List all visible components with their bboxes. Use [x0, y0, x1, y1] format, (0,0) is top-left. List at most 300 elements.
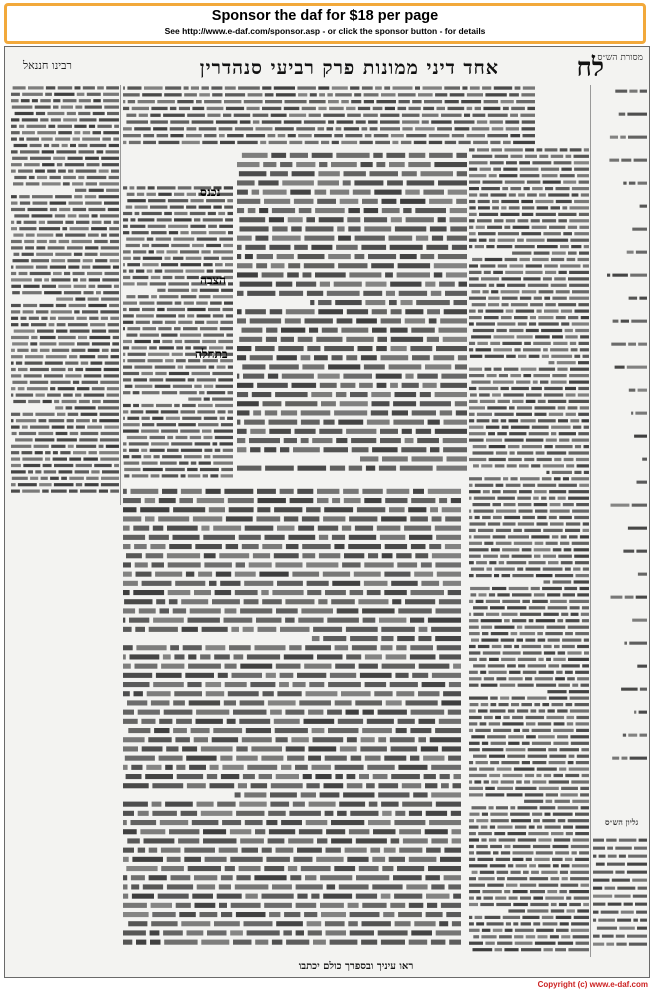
text-word-mark [194, 590, 211, 595]
text-word-mark [350, 590, 364, 595]
text-word-mark [469, 264, 478, 267]
text-word-mark [14, 214, 29, 217]
text-word-mark [124, 462, 140, 465]
text-word-mark [501, 658, 515, 661]
text-word-mark [123, 829, 137, 834]
text-word-mark [469, 232, 476, 235]
text-word-mark [560, 748, 580, 751]
text-word-mark [511, 426, 530, 429]
text-word-mark [420, 392, 431, 397]
text-word-mark [429, 544, 441, 549]
text-word-mark [561, 561, 573, 564]
text-word-mark [360, 141, 373, 144]
text-word-mark [123, 257, 131, 260]
text-word-mark [144, 455, 152, 458]
text-word-mark [138, 295, 149, 298]
text-word-mark [90, 323, 105, 326]
text-word-mark [569, 600, 589, 603]
text-word-mark [83, 131, 91, 134]
text-word-mark [73, 451, 86, 454]
text-word-mark [350, 912, 380, 917]
text-word-mark [444, 420, 468, 425]
text-word-mark [489, 774, 500, 777]
text-word-mark [299, 829, 323, 834]
text-word-mark [374, 691, 392, 696]
text-word-mark [270, 710, 282, 715]
text-word-mark [431, 884, 444, 889]
text-word-mark [113, 221, 119, 224]
text-word-mark [522, 213, 534, 216]
text-word-mark [247, 930, 280, 935]
text-word-mark [98, 285, 112, 288]
text-word-mark [37, 240, 47, 243]
text-word-mark [569, 297, 589, 300]
text-word-mark [502, 722, 523, 725]
text-word-mark [517, 239, 524, 242]
text-word-mark [295, 765, 308, 770]
text-word-mark [373, 153, 382, 158]
text-word-mark [123, 691, 130, 696]
text-word-mark [255, 829, 265, 834]
text-word-mark [443, 447, 467, 452]
text-word-mark [69, 477, 84, 480]
text-word-mark [544, 387, 563, 390]
text-word-mark [288, 838, 313, 843]
text-word-mark [173, 535, 200, 540]
text-word-mark [94, 240, 108, 243]
text-word-mark [551, 877, 560, 880]
text-word-mark [327, 127, 334, 130]
text-word-mark [50, 317, 56, 320]
text-word-mark [123, 930, 146, 935]
text-word-mark [176, 719, 192, 724]
text-word-mark [16, 362, 22, 365]
text-word-mark [376, 346, 387, 351]
text-word-mark [582, 419, 590, 422]
text-word-mark [536, 574, 553, 577]
text-word-mark [186, 756, 216, 761]
text-word-mark [123, 417, 125, 420]
text-word-mark [187, 193, 196, 196]
text-word-mark [371, 392, 391, 397]
text-word-mark [499, 174, 517, 177]
text-word-mark [17, 221, 22, 224]
text-word-mark [265, 466, 294, 471]
text-word-mark [577, 464, 589, 467]
text-word-mark [199, 127, 217, 130]
text-word-mark [30, 368, 49, 371]
text-word-mark [260, 141, 266, 144]
text-word-mark [374, 190, 401, 195]
text-word-mark [614, 895, 630, 898]
text-word-mark [324, 447, 349, 452]
text-word-mark [127, 417, 139, 420]
text-word-mark [263, 190, 287, 195]
text-word-mark [343, 489, 359, 494]
text-word-mark [25, 246, 34, 249]
text-word-mark [148, 225, 166, 228]
text-word-mark [548, 193, 569, 196]
text-word-mark [202, 86, 209, 89]
text-word-mark [393, 420, 424, 425]
text-word-mark [225, 664, 237, 669]
text-word-mark [504, 226, 510, 229]
text-word-mark [270, 171, 288, 176]
text-word-mark [544, 297, 550, 300]
text-word-mark [395, 811, 405, 816]
text-word-mark [157, 302, 173, 305]
text-word-mark [73, 208, 87, 211]
text-word-mark [313, 627, 342, 632]
text-word-mark [156, 238, 172, 241]
text-word-mark [530, 890, 545, 893]
text-word-mark [569, 374, 589, 377]
text-word-mark [181, 811, 198, 816]
text-word-mark [100, 381, 119, 384]
text-word-mark [55, 214, 66, 217]
text-word-mark [50, 176, 61, 179]
text-word-mark [11, 99, 19, 102]
text-word-mark [239, 337, 262, 342]
text-word-mark [326, 930, 347, 935]
text-word-mark [593, 935, 600, 938]
text-word-mark [554, 477, 561, 480]
text-word-mark [427, 309, 440, 314]
text-word-mark [15, 112, 34, 115]
text-word-mark [272, 208, 295, 213]
text-word-mark [582, 606, 589, 609]
text-word-mark [629, 642, 647, 645]
copyright-notice[interactable]: Copyright (c) www.e-daf.com [537, 980, 648, 989]
text-word-mark [436, 930, 461, 935]
text-word-mark [554, 722, 565, 725]
text-word-mark [22, 458, 42, 461]
text-word-mark [25, 355, 43, 358]
text-word-mark [198, 423, 218, 426]
text-word-mark [170, 127, 184, 130]
text-word-mark [210, 783, 235, 788]
text-word-mark [79, 214, 89, 217]
text-word-mark [318, 526, 338, 531]
text-word-mark [74, 125, 86, 128]
text-word-mark [285, 318, 301, 323]
text-word-mark [537, 632, 543, 635]
text-word-mark [469, 793, 483, 796]
text-word-mark [499, 374, 508, 377]
text-word-mark [571, 780, 589, 783]
text-word-mark [103, 93, 119, 96]
text-word-mark [564, 548, 572, 551]
text-word-mark [446, 912, 461, 917]
text-word-mark [569, 903, 581, 906]
text-word-mark [483, 490, 490, 493]
text-word-mark [469, 535, 471, 538]
text-word-mark [439, 654, 461, 659]
text-word-mark [528, 755, 548, 758]
text-word-mark [403, 838, 428, 843]
text-word-mark [159, 295, 178, 298]
text-word-mark [285, 618, 295, 623]
text-word-mark [518, 503, 532, 506]
text-word-mark [387, 489, 410, 494]
text-word-mark [386, 654, 407, 659]
folio-number: לח [576, 53, 604, 83]
text-word-mark [92, 214, 98, 217]
text-word-mark [375, 141, 390, 144]
text-word-mark [340, 383, 355, 388]
text-word-mark [37, 234, 53, 237]
text-word-mark [127, 86, 141, 89]
talmud-page-scan [4, 46, 650, 978]
text-word-mark [64, 291, 81, 294]
text-word-mark [274, 719, 300, 724]
text-word-mark [42, 150, 54, 153]
text-word-mark [514, 348, 520, 351]
text-word-mark [11, 138, 17, 141]
text-word-mark [307, 581, 329, 586]
text-word-mark [533, 897, 543, 900]
text-word-mark [110, 317, 119, 320]
text-word-mark [473, 755, 487, 758]
text-word-mark [256, 127, 273, 130]
text-word-mark [274, 553, 299, 558]
text-word-mark [538, 400, 546, 403]
text-word-mark [56, 432, 68, 435]
text-word-mark [136, 321, 150, 324]
text-word-mark [577, 677, 589, 680]
text-word-mark [580, 787, 589, 790]
text-word-mark [321, 141, 329, 144]
text-word-mark [571, 348, 578, 351]
text-word-mark [131, 218, 136, 221]
text-word-mark [542, 916, 554, 919]
text-word-mark [111, 355, 120, 358]
text-word-mark [201, 940, 229, 945]
text-word-mark [452, 829, 462, 834]
text-word-mark [178, 314, 185, 317]
text-word-mark [123, 366, 132, 369]
text-word-mark [490, 120, 503, 123]
text-word-mark [568, 948, 589, 951]
text-word-mark [537, 245, 558, 248]
text-word-mark [299, 700, 331, 705]
text-word-mark [490, 697, 498, 700]
text-word-mark [11, 221, 14, 224]
text-word-mark [448, 190, 467, 195]
text-word-mark [553, 548, 562, 551]
text-word-mark [277, 254, 294, 259]
text-word-mark [332, 498, 340, 503]
text-word-mark [203, 263, 212, 266]
text-word-mark [452, 245, 467, 250]
text-word-mark [125, 385, 133, 388]
text-word-mark [315, 190, 327, 195]
text-word-mark [640, 205, 647, 208]
text-word-mark [469, 890, 480, 893]
text-word-mark [568, 316, 578, 319]
text-word-mark [342, 526, 351, 531]
text-word-mark [469, 271, 482, 274]
text-word-mark [340, 746, 357, 751]
text-word-mark [103, 291, 119, 294]
text-word-mark [258, 627, 277, 632]
text-word-mark [75, 86, 81, 89]
text-word-mark [157, 100, 175, 103]
text-word-mark [376, 100, 396, 103]
text-word-mark [549, 361, 555, 364]
text-word-mark [484, 100, 499, 103]
text-word-mark [547, 690, 566, 693]
text-word-mark [480, 193, 489, 196]
text-word-mark [123, 498, 141, 503]
text-word-mark [550, 935, 559, 938]
sponsor-link-text[interactable]: See http://www.e-daf.com/sponsor.asp - or click the sponsor button - for details [164, 26, 486, 36]
text-word-mark [545, 826, 561, 829]
text-word-mark [381, 645, 393, 650]
text-word-mark [203, 218, 223, 221]
text-word-mark [63, 182, 70, 185]
text-word-mark [380, 120, 400, 123]
text-word-mark [505, 929, 513, 932]
text-word-mark [624, 903, 633, 906]
text-word-mark [522, 645, 542, 648]
text-word-mark [11, 349, 15, 352]
text-word-mark [378, 930, 408, 935]
text-word-mark [19, 125, 24, 128]
text-word-mark [156, 599, 165, 604]
text-word-mark [640, 90, 647, 93]
text-word-mark [507, 793, 523, 796]
text-word-mark [78, 144, 87, 147]
text-word-mark [567, 258, 576, 261]
sponsor-banner[interactable] [4, 3, 646, 44]
text-word-mark [91, 362, 103, 365]
text-word-mark [277, 526, 295, 531]
text-word-mark [102, 163, 119, 166]
text-word-mark [168, 199, 188, 202]
text-word-mark [481, 277, 499, 280]
text-word-mark [259, 572, 288, 577]
text-word-mark [547, 451, 566, 454]
text-word-mark [123, 608, 135, 613]
text-word-mark [301, 792, 316, 797]
text-word-mark [398, 263, 431, 268]
text-word-mark [516, 381, 530, 384]
text-word-mark [543, 529, 563, 532]
text-word-mark [566, 619, 580, 622]
text-word-mark [508, 535, 529, 538]
text-word-mark [272, 940, 283, 945]
text-word-mark [529, 355, 540, 358]
text-word-mark [307, 590, 321, 595]
text-word-mark [412, 410, 436, 415]
text-word-mark [198, 572, 212, 577]
text-word-mark [546, 800, 553, 803]
text-word-mark [318, 127, 325, 130]
text-word-mark [22, 291, 42, 294]
text-word-mark [11, 285, 21, 288]
text-word-mark [298, 618, 323, 623]
masoret-hashas-lines [593, 85, 647, 785]
text-word-mark [318, 374, 340, 379]
text-word-mark [566, 832, 573, 835]
text-word-mark [343, 180, 351, 185]
text-word-mark [229, 507, 254, 512]
text-word-mark [494, 832, 505, 835]
text-word-mark [168, 590, 191, 595]
text-word-mark [611, 343, 626, 346]
text-word-mark [529, 864, 536, 867]
text-word-mark [203, 334, 224, 337]
text-word-mark [359, 774, 369, 779]
text-word-mark [470, 522, 486, 525]
text-word-mark [219, 884, 231, 889]
text-word-mark [234, 654, 244, 659]
text-word-mark [106, 150, 120, 153]
text-word-mark [319, 217, 344, 222]
text-word-mark [192, 244, 204, 247]
text-word-mark [364, 562, 393, 567]
text-word-mark [123, 86, 125, 89]
text-word-mark [185, 673, 214, 678]
text-word-mark [410, 346, 432, 351]
text-word-mark [538, 864, 550, 867]
text-word-mark [215, 263, 223, 266]
text-word-mark [516, 100, 535, 103]
text-word-mark [556, 316, 566, 319]
text-word-mark [530, 303, 543, 306]
text-word-mark [610, 136, 618, 139]
text-word-mark [359, 664, 378, 669]
text-word-mark [276, 774, 299, 779]
text-word-mark [100, 438, 119, 441]
text-word-mark [341, 691, 371, 696]
text-word-mark [400, 199, 425, 204]
text-word-mark [488, 522, 500, 525]
text-word-mark [504, 890, 510, 893]
text-word-mark [79, 150, 95, 153]
text-word-mark [301, 355, 311, 360]
text-word-mark [582, 664, 589, 667]
text-word-mark [39, 483, 51, 486]
text-word-mark [483, 555, 498, 558]
text-word-mark [299, 208, 312, 213]
text-word-mark [469, 555, 481, 558]
text-word-mark [239, 217, 265, 222]
text-word-mark [398, 765, 427, 770]
text-word-mark [509, 432, 526, 435]
text-word-mark [12, 342, 28, 345]
text-word-mark [312, 153, 333, 158]
text-word-mark [558, 419, 568, 422]
text-word-mark [491, 290, 498, 293]
text-word-mark [456, 153, 467, 158]
text-word-mark [206, 244, 221, 247]
text-word-mark [524, 187, 530, 190]
text-word-mark [549, 780, 569, 783]
text-word-mark [11, 163, 22, 166]
text-word-mark [572, 322, 589, 325]
text-word-mark [38, 432, 53, 435]
text-word-mark [312, 636, 320, 641]
sponsor-title[interactable]: Sponsor the daf for $18 per page [211, 8, 439, 24]
text-word-mark [191, 462, 197, 465]
text-word-mark [105, 272, 120, 275]
text-word-mark [415, 127, 435, 130]
text-word-mark [487, 884, 503, 887]
text-word-mark [632, 228, 647, 231]
text-word-mark [228, 212, 234, 215]
